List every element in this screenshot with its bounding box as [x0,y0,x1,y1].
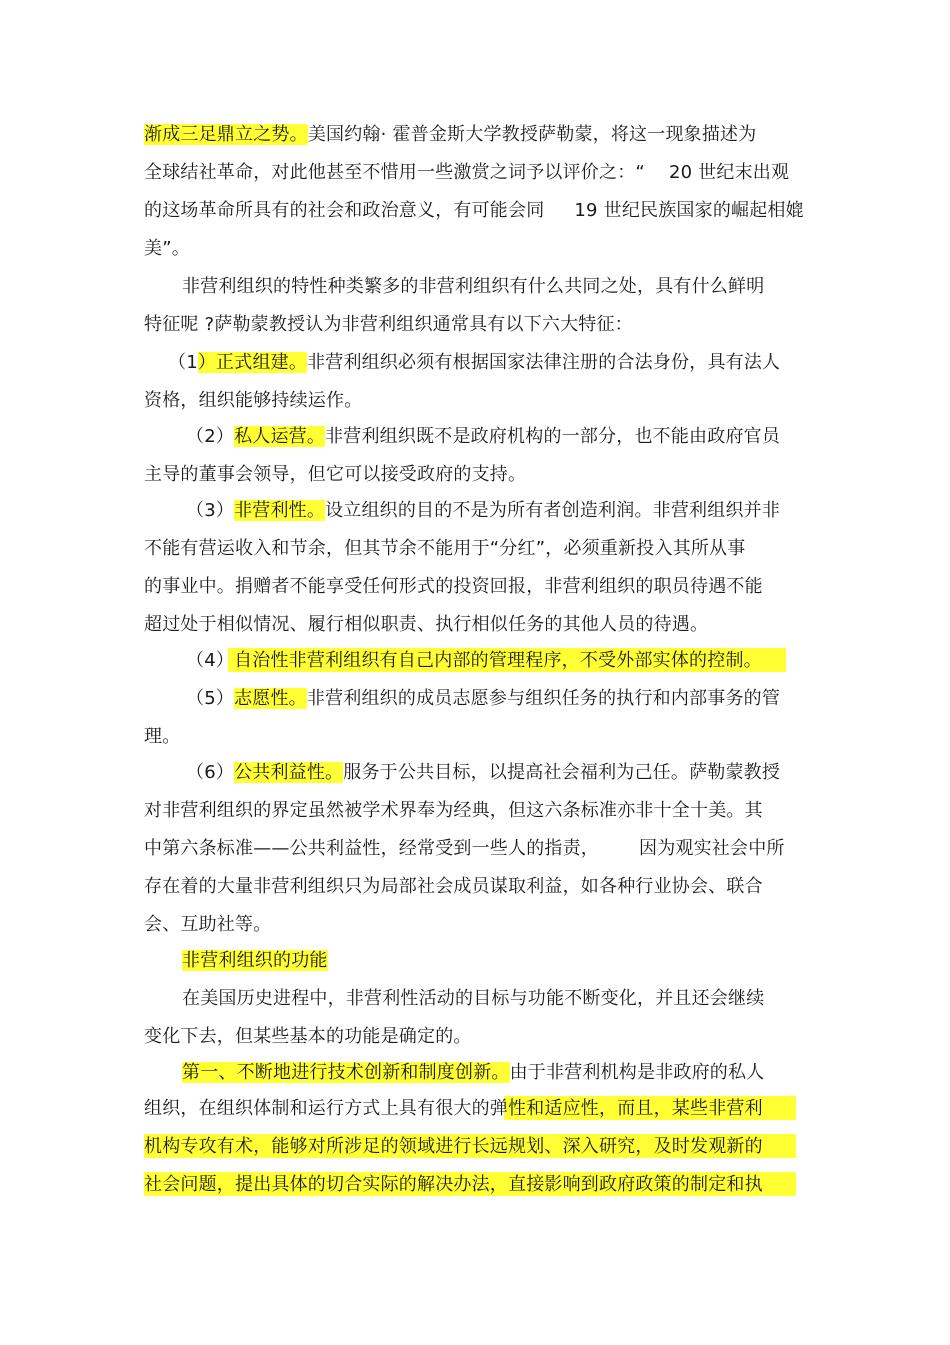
list-marker: （6） [186,762,235,783]
text-line [186,498,780,524]
line-text: 由于非营利机构是非政府的私人 [509,1062,765,1083]
text-line [144,574,763,600]
highlighted-text: 志愿性。 [234,688,307,709]
highlighted-text: 非营利性。 [234,500,326,521]
line-text: 会、互助社等。 [144,914,272,935]
highlighted-text: 自治性非营利组织有自己内部的管理程序，不受外部实体的控制。 [234,650,762,671]
text-line [182,986,764,1012]
text-line [144,1096,763,1122]
text-line [186,648,762,674]
text-line [186,424,780,450]
text-line [144,388,362,414]
highlighted-text: 私人运营。 [234,426,326,447]
line-text: 服务于公共目标，以提高社会福利为己任。萨勒蒙教授 [343,762,781,783]
text-line [182,1060,764,1086]
text-line [144,160,789,186]
text-line [144,312,633,338]
text-line [144,874,763,900]
list-marker: （2） [186,426,235,447]
text-line [144,1024,472,1050]
text-line [144,798,763,824]
text-line [168,350,780,376]
text-line [144,122,756,148]
text-line [144,1134,763,1160]
line-text: 20 世纪末出观 [668,162,790,183]
line-text: 主导的董事会领导，但它可以接受政府的支持。 [144,464,527,485]
text-line [144,462,526,488]
text-line [144,1172,763,1198]
line-text: 因为观实社会中所 [639,838,785,859]
text-line [186,686,780,712]
line-text: 设立组织的目的不是为所有者创造利润。非营利组织并非 [325,500,781,521]
line-text: 在美国历史进程中，非营利性活动的目标与功能不断变化，并且还会继续 [182,988,765,1009]
list-marker: （1 [168,352,198,373]
line-text: 全球结社革命，对此他甚至不惜用一些激赏之词予以评价之：“ [144,162,645,183]
text-line [144,536,745,562]
line-text: 非营利组织的成员志愿参与组织任务的执行和内部事务的管 [306,688,781,709]
line-text: 组织，在组织体制和运行方式上具有很大的弹性和适应性，而且，某些非营利 [144,1098,763,1119]
line-text: 非营利组织的特性种类繁多的非营利组织有什么共同之处，具有什么鲜明 [182,276,765,297]
highlighted-text: 公共利益性。 [234,762,344,783]
line-text: 的事业中。捐赠者不能享受任何形式的投资回报，非营利组织的职员待遇不能 [144,576,763,597]
line-text: 的这场革命所具有的社会和政治意义，有可能会同 [144,200,545,221]
line-text: 非营利组织既不是政府机构的一部分，也不能由政府官员 [325,426,781,447]
line-text: 理。 [144,726,181,747]
line-text: 资格，组织能够持续运作。 [144,390,363,411]
highlighted-text: 渐成三足鼎立之势。 [144,124,308,145]
line-text: 19 世纪民族国家的崛起相媲 [574,200,804,221]
line-text: 美国约翰· 霍普金斯大学教授萨勒蒙，将这一现象描述为 [307,124,757,145]
line-text: 特征呢 ?萨勒蒙教授认为非营利组织通常具有以下六大特征： [144,314,633,335]
list-marker: （3） [186,500,235,521]
text-line [144,912,271,938]
text-line [144,198,804,224]
line-text: 中第六条标准——公共利益性，经常受到一些人的指责， [144,838,599,859]
line-text: 对非营利组织的界定虽然被学术界奉为经典，但这六条标准亦非十全十美。其 [144,800,763,821]
list-marker: （4） [186,650,235,671]
line-text: 美”。 [144,238,190,259]
highlighted-text: ）正式组建。 [197,352,308,373]
text-line [182,274,764,300]
line-text: 社会问题，提出具体的切合实际的解决办法，直接影响到政府政策的制定和执 [144,1174,763,1195]
line-text: 不能有营运收入和节余，但其节余不能用于“分红”，必须重新投入其所从事 [144,538,746,559]
text-line [144,612,708,638]
text-line [144,236,190,262]
line-text: 变化下去，但某些基本的功能是确定的。 [144,1026,472,1047]
text-line [144,836,785,862]
text-line [186,760,780,786]
section-heading [182,948,328,974]
line-text: 非营利组织必须有根据国家法律注册的合法身份，具有法人 [307,352,781,373]
highlighted-text: 非营利组织的功能 [182,950,328,971]
line-text: 机构专攻有术，能够对所涉足的领域进行长远规划、深入研究，及时发观新的 [144,1136,763,1157]
list-marker: （5） [186,688,235,709]
line-text: 超过处于相似情况、履行相似职责、执行相似任务的其他人员的待遇。 [144,614,709,635]
highlighted-text: 第一、不断地进行技术创新和制度创新。 [182,1062,510,1083]
text-line [144,724,180,750]
line-text: 存在着的大量非营利组织只为局部社会成员谋取利益，如各种行业协会、联合 [144,876,763,897]
